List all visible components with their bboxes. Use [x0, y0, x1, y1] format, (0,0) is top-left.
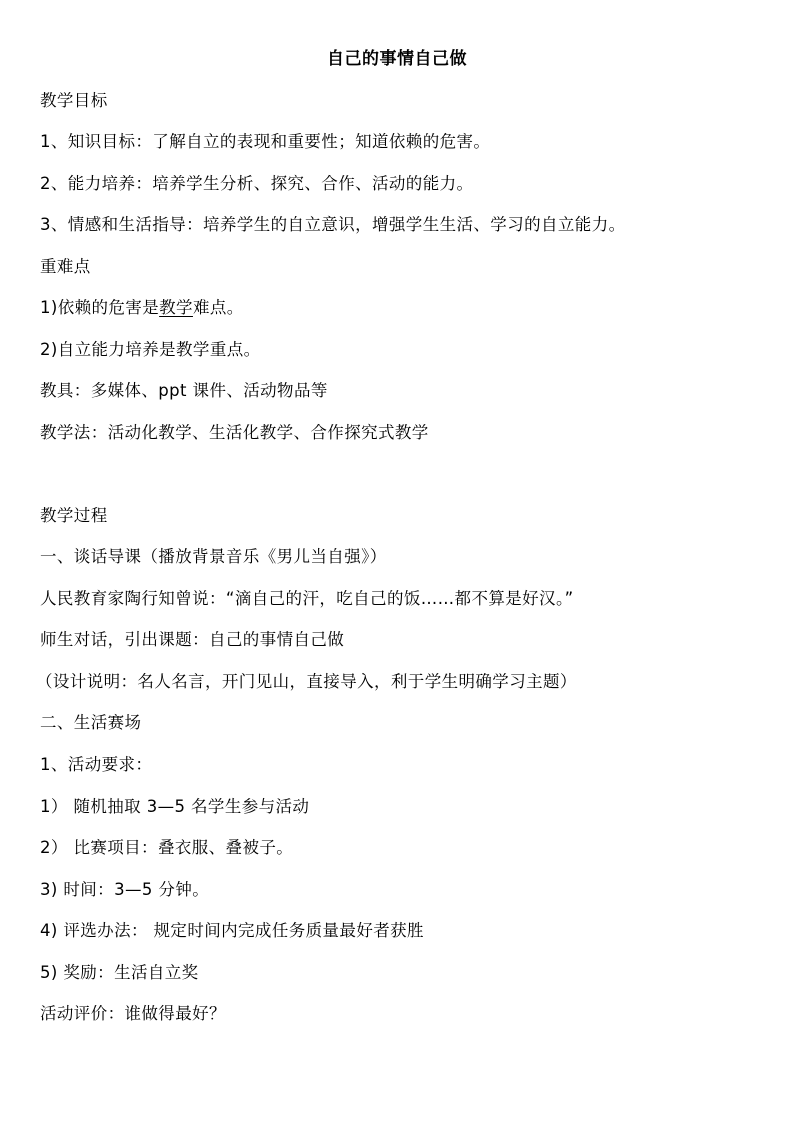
section1-heading: 一、谈话导课（播放背景音乐《男儿当自强》） — [40, 547, 387, 566]
section1-quote: 人民教育家陶行知曾说：“滴自己的汗，吃自己的饭……都不算是好汉。” — [40, 589, 574, 608]
section1-design-note: （设计说明：名人名言，开门见山，直接导入，利于学生明确学习主题） — [36, 672, 577, 691]
key-point-difficulty — [40, 297, 244, 319]
section2-requirements-heading: 1、活动要求： — [40, 755, 153, 774]
key-point-difficulty-underlined: 教学 — [159, 298, 193, 317]
key-point-difficulty-after: 难点。 — [192, 298, 244, 317]
requirement-item-judging: 4) 评选办法： 规定时间内完成任务质量最好者获胜 — [40, 921, 424, 940]
document-title: 自己的事情自己做 — [327, 49, 467, 69]
activity-evaluation: 活动评价：谁做得最好？ — [40, 1004, 226, 1023]
goals-heading: 教学目标 — [40, 91, 108, 110]
goal-item-emotion: 3、情感和生活指导：培养学生的自立意识，增强学生生活、学习的自立能力。 — [40, 215, 626, 234]
requirement-item-events: 2） 比赛项目：叠衣服、叠被子。 — [40, 838, 294, 857]
section1-dialogue: 师生对话，引出课题：自己的事情自己做 — [40, 630, 345, 649]
key-points-heading: 重难点 — [40, 257, 91, 276]
process-heading: 教学过程 — [40, 506, 108, 525]
key-point-difficulty-before: 1)依赖的危害是 — [40, 298, 160, 317]
requirement-item-time: 3) 时间：3—5 分钟。 — [40, 880, 210, 899]
teaching-tools: 教具：多媒体、ppt 课件、活动物品等 — [40, 381, 328, 400]
requirement-item-participants: 1） 随机抽取 3—5 名学生参与活动 — [40, 797, 310, 816]
goal-item-ability: 2、能力培养：培养学生分析、探究、合作、活动的能力。 — [40, 174, 474, 193]
section2-heading: 二、生活赛场 — [40, 713, 142, 732]
teaching-methods: 教学法：活动化教学、生活化教学、合作探究式教学 — [40, 423, 429, 442]
key-point-focus: 2)自立能力培养是教学重点。 — [40, 340, 261, 359]
goal-item-knowledge: 1、知识目标：了解自立的表现和重要性；知道依赖的危害。 — [40, 132, 491, 151]
requirement-item-award: 5) 奖励：生活自立奖 — [40, 963, 199, 982]
